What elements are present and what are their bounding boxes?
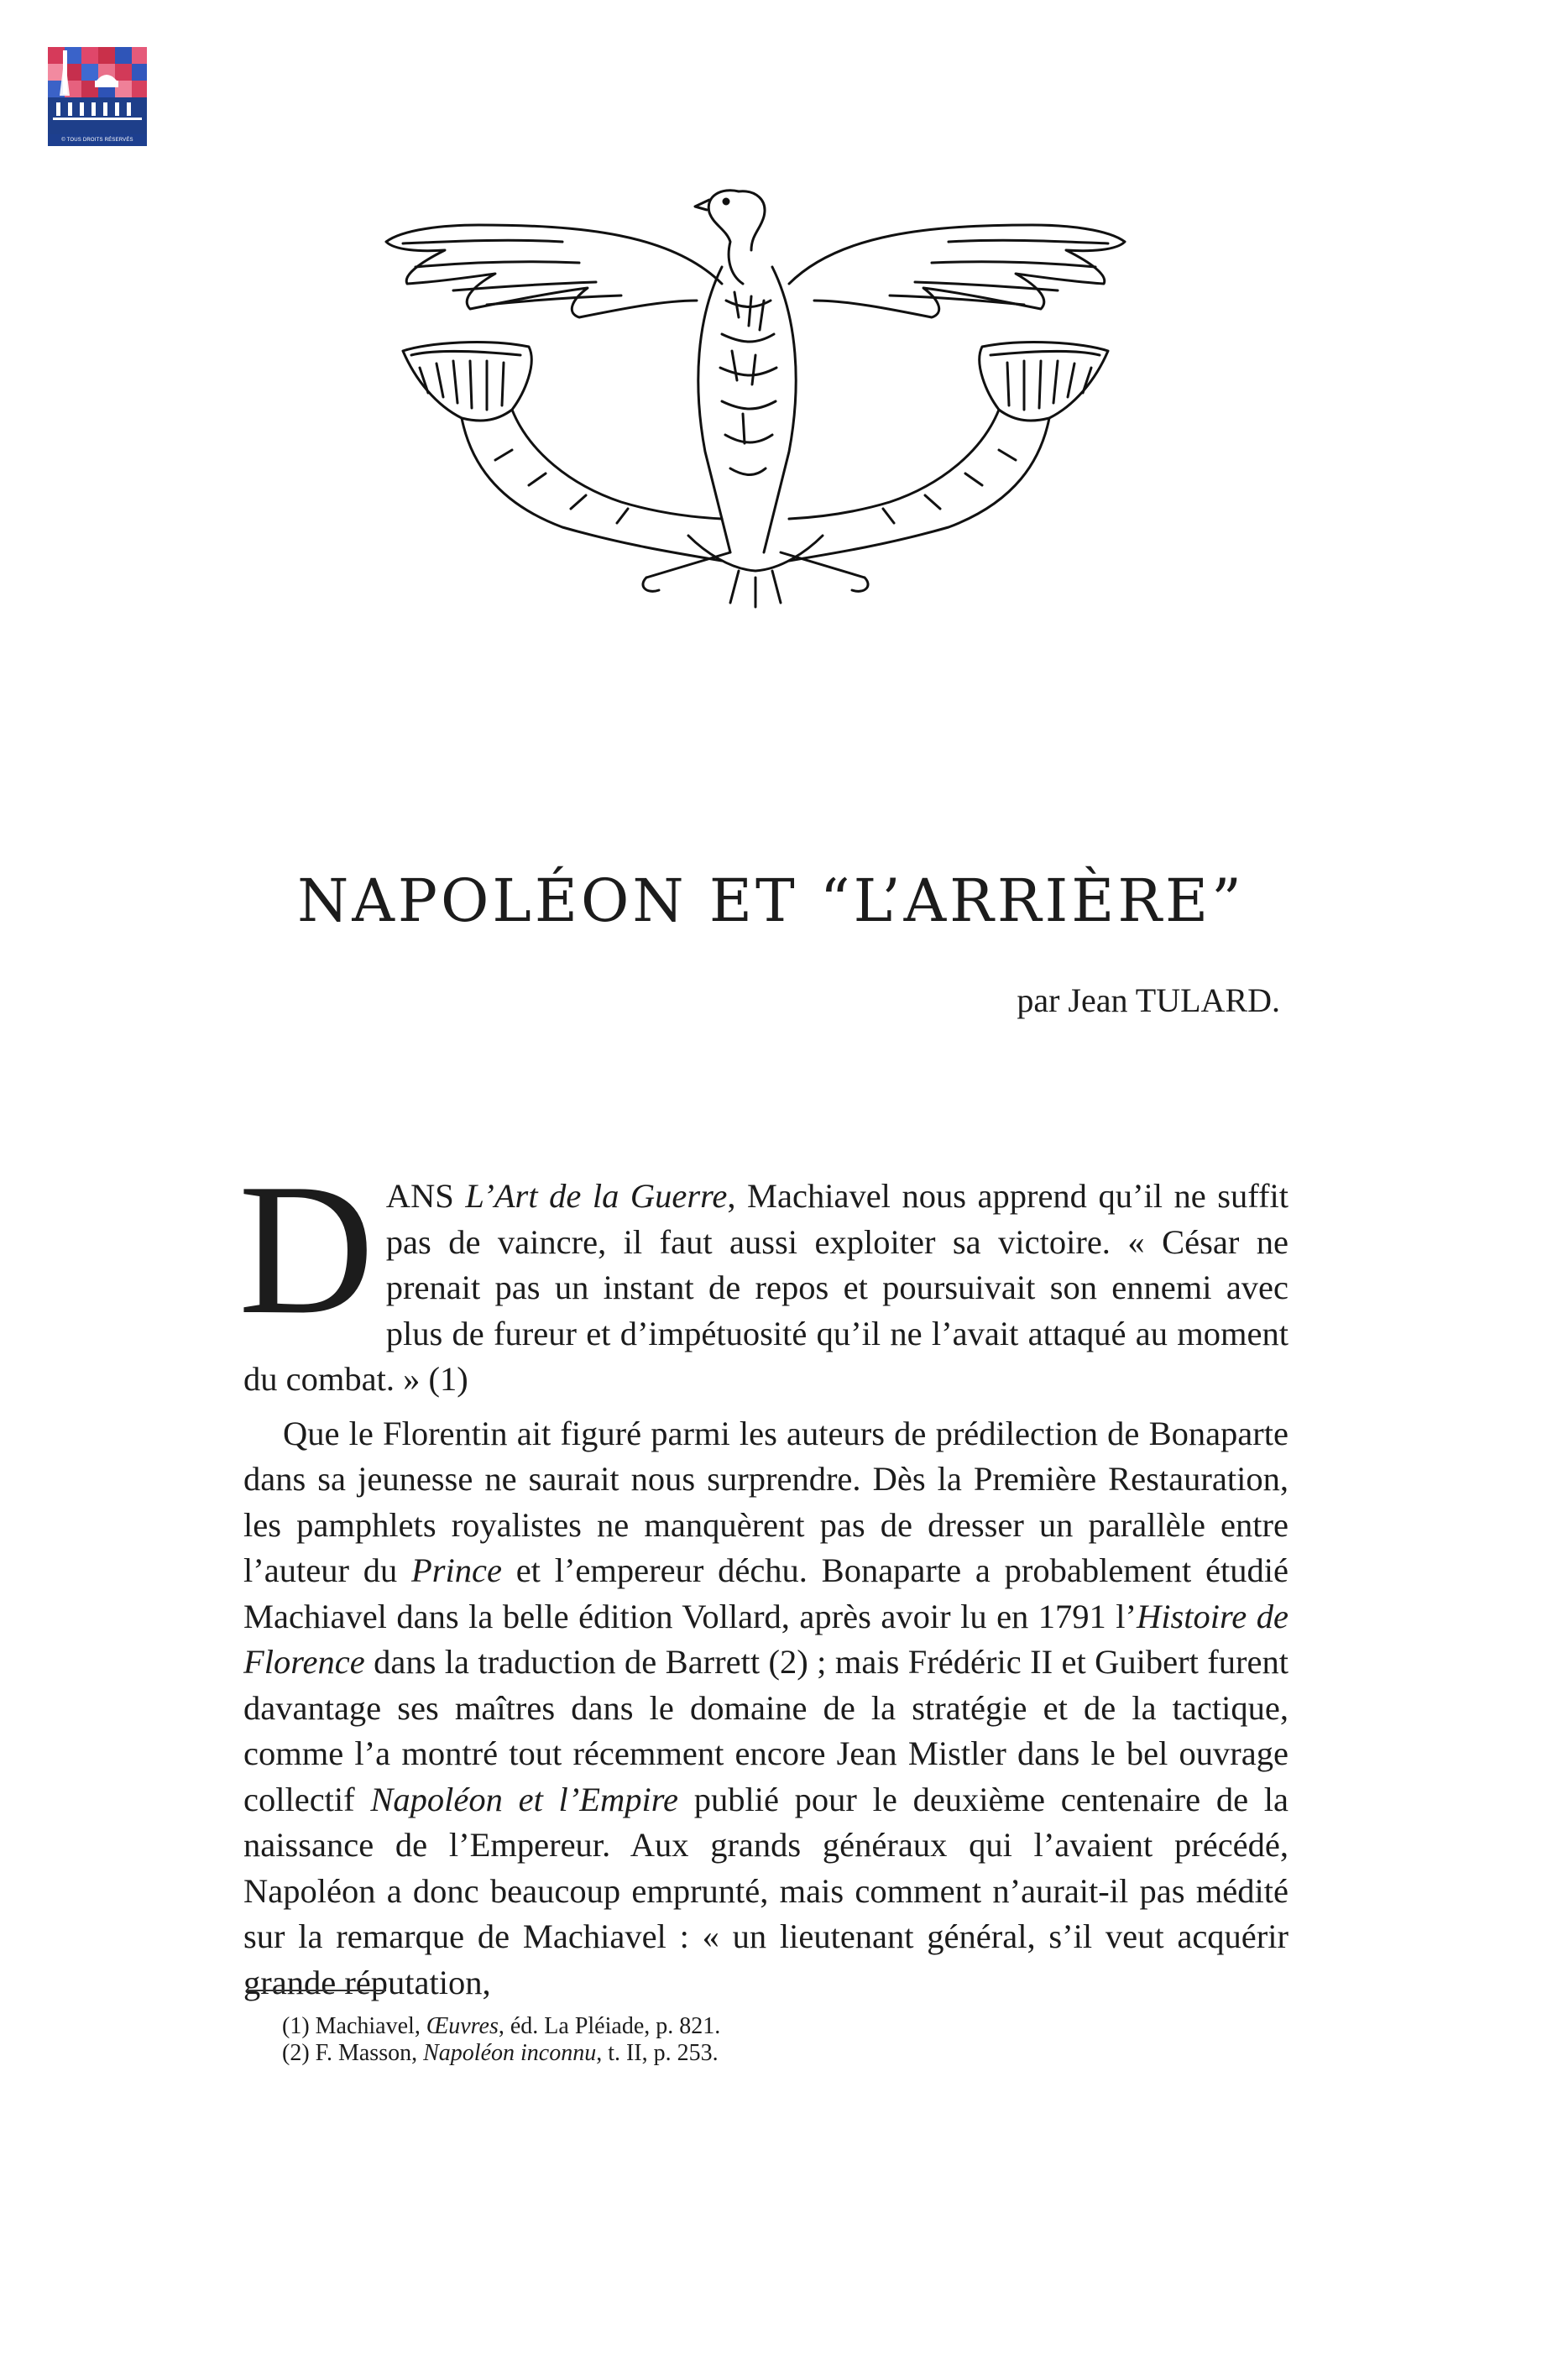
footnotes bbox=[282, 2013, 1205, 2067]
drop-cap: D bbox=[238, 1145, 374, 1353]
publisher-logo-icon bbox=[48, 47, 147, 146]
book-title-napoleon-et-l-empire: Napoléon et l’Empire bbox=[370, 1780, 679, 1818]
footnote-1-title: Œuvres bbox=[426, 2013, 499, 2039]
footnote-1-text-b: , éd. La Pléiade, p. 821. bbox=[498, 2013, 721, 2039]
logo-caption: © TOUS DROITS RÉSERVÉS bbox=[61, 138, 133, 143]
footnote-1-text-a: (1) Machiavel, bbox=[282, 2013, 426, 2039]
footnote-2-title: Napoléon inconnu bbox=[423, 2040, 597, 2066]
book-title-histoire-de-florence: Histoire de Florence bbox=[243, 1597, 1288, 1681]
paragraph-2-text-a: Que le Florentin ait figuré parmi les auteurs de prédilection de Bonaparte dans sa jeunesse ne saurait nous surprendre. Dès la Première Restauration, les pamphlets royalistes ne manquèrent pas de dresser un parallèle entre l’auteur du bbox=[243, 1414, 1288, 1589]
article-body bbox=[238, 1145, 1289, 2006]
book-title-prince: Prince bbox=[410, 1551, 502, 1589]
article-title: NAPOLÉON ET “L’ARRIÈRE” bbox=[297, 866, 1245, 935]
article-byline: par Jean TULARD. bbox=[1017, 981, 1280, 1019]
footnote-2 bbox=[282, 2040, 1205, 2067]
paragraph-2-text-b: et l’empereur déchu. Bonaparte a probablement étudié Machiavel dans la belle édition Vollard, après avoir lu en 1791 l’ bbox=[243, 1551, 1289, 1635]
paragraph-1 bbox=[238, 1145, 1288, 1403]
book-title-art-de-la-guerre: L’Art de la Guerre bbox=[465, 1177, 728, 1215]
paragraph-2-text-d: publié pour le deuxième centenaire de la naissance de l’Empereur. Aux grands généraux qui l’avaient précédé, Napoléon a donc beaucoup emprunté, mais comment n’aurait-il pas médité sur la remarque de Machiavel : « un lieutenant général, s’il veut acquérir grande réputation, bbox=[243, 1780, 1288, 2001]
paragraph-2 bbox=[243, 1411, 1288, 2006]
footnote-1 bbox=[282, 2013, 1205, 2040]
footnote-2-text-b: , t. II, p. 253. bbox=[596, 2040, 719, 2066]
paragraph-1-text: , Machiavel nous apprend qu’il ne suffit pas de vaincre, il faut aussi exploiter sa victoire. « César ne prenait pas un instant de repos et poursuivait son ennemi avec plus de fureur et d’impétuosité qu’il ne l’avait attaqué au moment du combat. » (1) bbox=[243, 1177, 1288, 1398]
footnote-divider bbox=[246, 1990, 386, 1991]
paragraph-2-text-c: dans la traduction de Barrett (2) ; mais Frédéric II et Guibert furent davantage ses maîtres dans le domaine de la stratégie et de la tactique, comme l’a montré tout récemment encore Jean Mistler dans le bel ouvrage collectif bbox=[243, 1643, 1288, 1818]
footnote-2-text-a: (2) F. Masson, bbox=[282, 2040, 424, 2066]
imperial-eagle-illustration-icon bbox=[369, 183, 1142, 620]
paragraph-1-lead: ANS bbox=[385, 1177, 466, 1215]
